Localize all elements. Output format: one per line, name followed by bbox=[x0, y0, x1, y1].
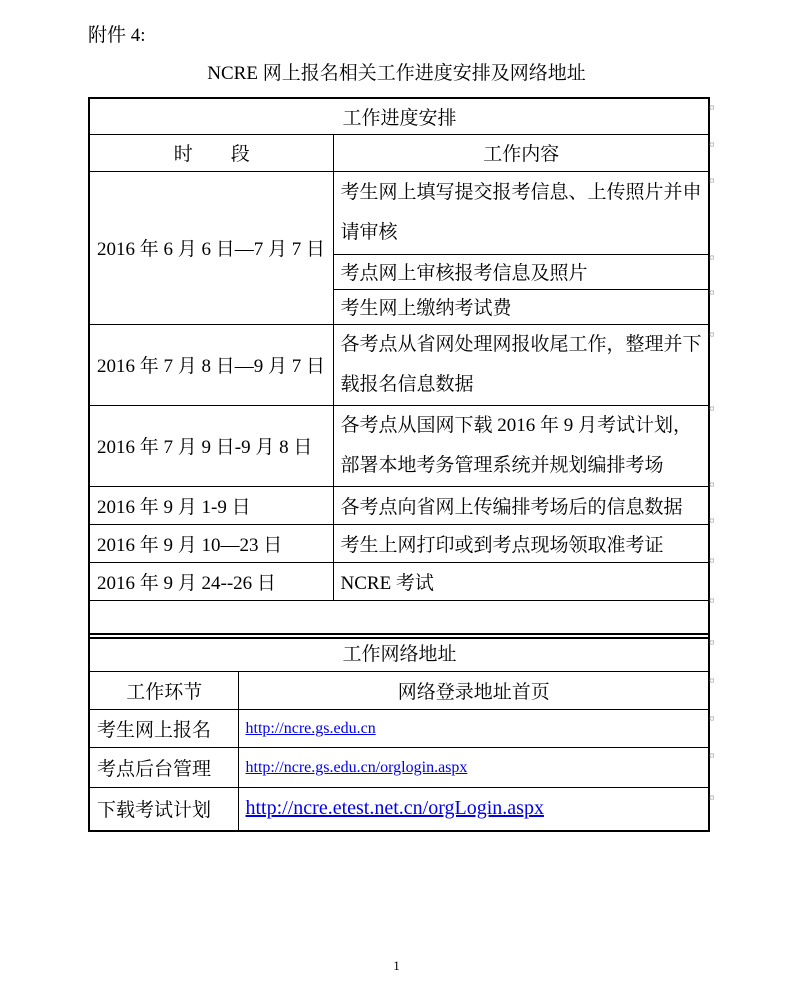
task-cell: 考生上网打印或到考点现场领取准考证 bbox=[333, 524, 709, 562]
table-row bbox=[89, 524, 709, 562]
row-end-marker: ¤ bbox=[709, 792, 715, 804]
row-end-marker: ¤ bbox=[709, 555, 715, 567]
row-end-marker: ¤ bbox=[709, 175, 715, 187]
column-header-step: 工作环节 bbox=[89, 671, 238, 709]
row-end-marker: ¤ bbox=[709, 403, 715, 415]
table-row bbox=[89, 634, 709, 671]
row-end-marker: ¤ bbox=[709, 287, 715, 299]
address-table bbox=[88, 633, 710, 832]
table-row bbox=[89, 787, 709, 831]
period-cell: 2016 年 9 月 10—23 日 bbox=[89, 524, 333, 562]
row-end-marker: ¤ bbox=[709, 675, 715, 687]
schedule-table bbox=[88, 97, 710, 639]
step-cell: 考点后台管理 bbox=[89, 747, 238, 787]
row-end-marker: ¤ bbox=[709, 595, 715, 607]
row-end-marker: ¤ bbox=[709, 713, 715, 725]
task-cell: 考生网上填写提交报考信息、上传照片并申请审核 bbox=[333, 171, 709, 254]
step-cell: 下载考试计划 bbox=[89, 787, 238, 831]
table-row bbox=[89, 98, 709, 134]
period-cell: 2016 年 6 月 6 日—7 月 7 日 bbox=[89, 171, 333, 324]
row-end-marker: ¤ bbox=[709, 479, 715, 491]
schedule-table-title: 工作进度安排 bbox=[89, 98, 709, 134]
period-cell: 2016 年 7 月 8 日—9 月 7 日 bbox=[89, 324, 333, 405]
row-end-marker: ¤ bbox=[709, 750, 715, 762]
link-site-admin[interactable]: http://ncre.gs.edu.cn/orglogin.aspx bbox=[245, 759, 468, 776]
link-candidate-registration[interactable]: http://ncre.gs.edu.cn bbox=[245, 720, 376, 737]
row-end-marker: ¤ bbox=[709, 102, 715, 114]
row-end-marker: ¤ bbox=[709, 515, 715, 527]
task-cell: NCRE 考试 bbox=[333, 562, 709, 600]
table-row bbox=[89, 747, 709, 787]
row-end-marker: ¤ bbox=[709, 139, 715, 151]
task-cell: 各考点向省网上传编排考场后的信息数据 bbox=[333, 486, 709, 524]
table-row bbox=[89, 171, 709, 254]
column-header-content: 工作内容 bbox=[333, 134, 709, 171]
table-row bbox=[89, 671, 709, 709]
table-row bbox=[89, 134, 709, 171]
row-end-marker: ¤ bbox=[709, 637, 715, 649]
table-row bbox=[89, 324, 709, 405]
period-cell: 2016 年 9 月 24--26 日 bbox=[89, 562, 333, 600]
task-cell: 考生网上缴纳考试费 bbox=[333, 289, 709, 324]
column-header-url: 网络登录地址首页 bbox=[238, 671, 709, 709]
period-cell: 2016 年 7 月 9 日-9 月 8 日 bbox=[89, 405, 333, 486]
task-cell: 考点网上审核报考信息及照片 bbox=[333, 254, 709, 289]
row-end-marker: ¤ bbox=[709, 252, 715, 264]
page-title: NCRE 网上报名相关工作进度安排及网络地址 bbox=[207, 63, 586, 84]
step-cell: 考生网上报名 bbox=[89, 709, 238, 747]
link-download-exam-plan[interactable]: http://ncre.etest.net.cn/orgLogin.aspx bbox=[245, 797, 544, 820]
url-cell bbox=[238, 747, 709, 787]
column-header-period: 时 段 bbox=[89, 134, 333, 171]
url-cell bbox=[238, 787, 709, 831]
table-row bbox=[89, 405, 709, 486]
task-cell: 各考点从省网处理网报收尾工作，整理并下载报名信息数据 bbox=[333, 324, 709, 405]
table-row bbox=[89, 562, 709, 600]
attachment-label: 附件 4: bbox=[88, 25, 146, 46]
table-row bbox=[89, 486, 709, 524]
address-table-title: 工作网络地址 bbox=[89, 634, 709, 671]
url-cell bbox=[238, 709, 709, 747]
task-cell: 各考点从国网下载 2016 年 9 月考试计划，部署本地考务管理系统并规划编排考场 bbox=[333, 405, 709, 486]
table-row bbox=[89, 709, 709, 747]
row-end-marker: ¤ bbox=[709, 329, 715, 341]
period-cell: 2016 年 9 月 1-9 日 bbox=[89, 486, 333, 524]
page-number: 1 bbox=[393, 958, 400, 973]
